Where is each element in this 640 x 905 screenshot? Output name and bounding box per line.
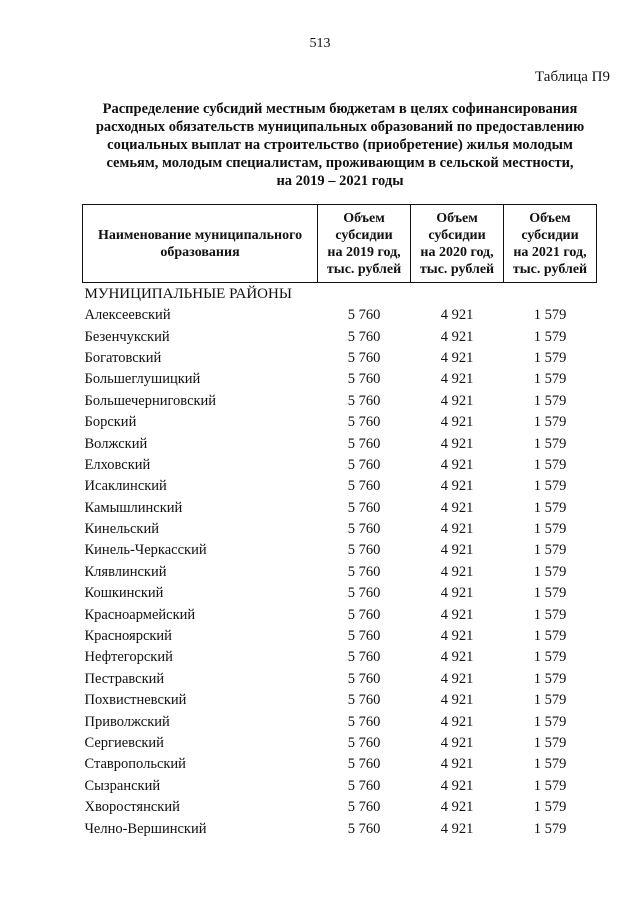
subsidy-2019-cell: 5 760	[347, 542, 381, 559]
table-header	[83, 205, 597, 283]
subsidy-2020-cell: 4 921	[440, 670, 474, 687]
subsidy-2021-cell: 1 579	[533, 307, 567, 324]
subsidy-2020-cell: 4 921	[440, 435, 474, 452]
municipality-name-cell: Сызранский	[84, 777, 161, 794]
header-line: на 2020 год,	[420, 244, 494, 260]
subsidy-2019-cell: 5 760	[347, 713, 381, 730]
subsidy-2019-cell: 5 760	[347, 499, 381, 516]
municipality-name-cell: Большеглушицкий	[84, 371, 201, 388]
subsidy-table	[82, 204, 597, 840]
table-row	[83, 754, 597, 775]
subsidy-2020-cell: 4 921	[440, 585, 474, 602]
subsidy-2021-cell: 1 579	[533, 478, 567, 495]
page-number: 513	[309, 36, 331, 51]
subsidy-2020-cell: 4 921	[440, 563, 474, 580]
title-line: расходных обязательств муниципальных образований по предоставлению	[95, 119, 585, 135]
subsidy-2021-cell: 1 579	[533, 542, 567, 559]
subsidy-2020-cell: 4 921	[440, 521, 474, 538]
subsidy-2019-cell: 5 760	[347, 456, 381, 473]
table-body	[83, 283, 597, 840]
subsidy-2021-cell: 1 579	[533, 692, 567, 709]
subsidy-2019-cell: 5 760	[347, 392, 381, 409]
header-2020	[411, 205, 504, 283]
table-row	[83, 519, 597, 540]
table-row	[83, 690, 597, 711]
municipality-name-cell: Исаклинский	[84, 478, 167, 495]
subsidy-2020-cell: 4 921	[440, 328, 474, 345]
header-line: на 2019 год,	[327, 244, 401, 260]
subsidy-2021-cell: 1 579	[533, 820, 567, 837]
subsidy-2020-cell: 4 921	[440, 713, 474, 730]
subsidy-2021-cell: 1 579	[533, 713, 567, 730]
subsidy-2020-cell: 4 921	[440, 542, 474, 559]
municipality-name-cell: Камышлинский	[84, 499, 183, 516]
subsidy-2021-cell: 1 579	[533, 735, 567, 751]
subsidy-2021-cell: 1 579	[533, 628, 567, 645]
subsidy-2021-cell: 1 579	[533, 371, 567, 388]
table-row	[83, 369, 597, 390]
table-row	[83, 818, 597, 839]
header-line: Объем	[436, 210, 478, 226]
header-line: Объем	[343, 210, 385, 226]
subsidy-2019-cell: 5 760	[347, 414, 381, 431]
subsidy-2021-cell: 1 579	[533, 799, 567, 816]
municipality-name-cell: Ставропольский	[84, 756, 186, 773]
subsidy-2020-cell: 4 921	[440, 478, 474, 495]
table-row	[83, 433, 597, 454]
subsidy-2019-cell: 5 760	[347, 628, 381, 645]
table-row	[83, 348, 597, 369]
table-row	[83, 540, 597, 561]
municipality-name-cell: Елховский	[84, 456, 151, 473]
title-line: социальных выплат на строительство (приобретение) жилья молодым	[107, 137, 573, 153]
subsidy-2021-cell: 1 579	[533, 521, 567, 538]
subsidy-2021-cell: 1 579	[533, 606, 567, 623]
subsidy-2019-cell: 5 760	[347, 521, 381, 538]
municipality-name-cell: Нефтегорский	[84, 649, 173, 666]
subsidy-2019-cell: 5 760	[347, 735, 381, 751]
subsidy-2019-cell: 5 760	[347, 670, 381, 687]
subsidy-2021-cell: 1 579	[533, 585, 567, 602]
table-row	[83, 604, 597, 625]
title-line: на 2019 – 2021 годы	[276, 173, 404, 189]
municipality-name-cell: Алексеевский	[84, 307, 171, 324]
table-row	[83, 797, 597, 818]
subsidy-2019-cell: 5 760	[347, 478, 381, 495]
subsidy-2021-cell: 1 579	[533, 349, 567, 366]
subsidy-2019-cell: 5 760	[347, 756, 381, 773]
subsidy-2020-cell: 4 921	[440, 777, 474, 794]
table-row	[83, 455, 597, 476]
municipality-name-cell: Приволжский	[84, 713, 170, 730]
header-line: на 2021 год,	[513, 244, 587, 260]
municipality-name-cell: Волжский	[84, 435, 148, 452]
header-line: тыс. рублей	[512, 261, 588, 277]
title-line: Распределение субсидий местным бюджетам в целях софинансирования	[102, 101, 578, 117]
subsidy-2021-cell: 1 579	[533, 392, 567, 409]
subsidy-2019-cell: 5 760	[347, 371, 381, 388]
header-line: образования	[160, 244, 240, 260]
subsidy-2019-cell: 5 760	[347, 777, 381, 794]
municipality-name-cell: Хворостянский	[84, 799, 180, 816]
header-line: субсидии	[335, 227, 393, 243]
subsidy-2021-cell: 1 579	[533, 756, 567, 773]
table-row	[83, 562, 597, 583]
municipality-name-cell: Похвистневский	[84, 692, 187, 709]
subsidy-2019-cell: 5 760	[347, 435, 381, 452]
header-row	[83, 205, 597, 283]
header-municipality	[83, 205, 318, 283]
table-row	[83, 412, 597, 433]
header-line: субсидии	[428, 227, 486, 243]
subsidy-2019-cell: 5 760	[347, 692, 381, 709]
section-row	[83, 283, 597, 306]
subsidy-2019-cell: 5 760	[347, 563, 381, 580]
subsidy-2020-cell: 4 921	[440, 456, 474, 473]
subsidy-2020-cell: 4 921	[440, 392, 474, 409]
table-row	[83, 776, 597, 797]
subsidy-2020-cell: 4 921	[440, 371, 474, 388]
subsidy-2020-cell: 4 921	[440, 349, 474, 366]
table-row	[83, 711, 597, 732]
municipality-name-cell: Кинель-Черкасский	[84, 542, 207, 559]
table-row	[83, 498, 597, 519]
subsidy-2021-cell: 1 579	[533, 563, 567, 580]
subsidy-2020-cell: 4 921	[440, 628, 474, 645]
header-2019	[318, 205, 411, 283]
municipality-name-cell: Безенчукский	[84, 328, 170, 345]
subsidy-2020-cell: 4 921	[440, 692, 474, 709]
document-title	[60, 100, 620, 190]
municipality-name-cell: Красноярский	[84, 628, 172, 645]
table-row	[83, 305, 597, 326]
subsidy-2019-cell: 5 760	[347, 649, 381, 666]
subsidy-2021-cell: 1 579	[533, 777, 567, 794]
header-line: Наименование муниципального	[97, 227, 303, 243]
subsidy-2020-cell: 4 921	[440, 307, 474, 324]
municipality-name-cell: Красноармейский	[84, 606, 196, 623]
subsidy-2019-cell: 5 760	[347, 799, 381, 816]
municipality-name-cell: Пестравский	[84, 670, 165, 687]
municipality-name-cell: Кинельский	[84, 521, 159, 538]
municipality-name-cell: Челно-Вершинский	[84, 820, 207, 837]
subsidy-2019-cell: 5 760	[347, 606, 381, 623]
table-row	[83, 669, 597, 690]
table-row	[83, 647, 597, 668]
subsidy-2020-cell: 4 921	[440, 820, 474, 837]
municipality-name-cell: Кошкинский	[84, 585, 164, 602]
municipality-name-cell: Сергиевский	[84, 735, 164, 751]
table-row	[83, 476, 597, 497]
subsidy-2020-cell: 4 921	[440, 414, 474, 431]
header-line: тыс. рублей	[326, 261, 402, 277]
title-line: семьям, молодым специалистам, проживающим в сельской местности,	[106, 155, 574, 171]
municipality-name-cell: Клявлинский	[84, 563, 167, 580]
header-line: субсидии	[521, 227, 579, 243]
subsidy-2021-cell: 1 579	[533, 435, 567, 452]
table-row	[83, 626, 597, 647]
table-row	[83, 326, 597, 347]
header-2021	[504, 205, 597, 283]
municipality-name-cell: Борский	[84, 414, 137, 431]
subsidy-2021-cell: 1 579	[533, 414, 567, 431]
municipality-name-cell: Богатовский	[84, 349, 162, 366]
municipality-name-cell: Большечерниговский	[84, 392, 217, 409]
subsidy-2020-cell: 4 921	[440, 735, 474, 751]
subsidy-2020-cell: 4 921	[440, 649, 474, 666]
table-row	[83, 391, 597, 412]
subsidy-2021-cell: 1 579	[533, 328, 567, 345]
subsidy-2021-cell: 1 579	[533, 499, 567, 516]
header-line: Объем	[529, 210, 571, 226]
header-line: тыс. рублей	[419, 261, 495, 277]
subsidy-2019-cell: 5 760	[347, 328, 381, 345]
section-title: МУНИЦИПАЛЬНЫЕ РАЙОНЫ	[84, 285, 292, 302]
subsidy-2019-cell: 5 760	[347, 349, 381, 366]
table-label: Таблица П9	[535, 69, 610, 85]
subsidy-2021-cell: 1 579	[533, 670, 567, 687]
subsidy-2019-cell: 5 760	[347, 585, 381, 602]
subsidy-2020-cell: 4 921	[440, 756, 474, 773]
table-row	[83, 733, 597, 754]
table-row	[83, 583, 597, 604]
subsidy-2020-cell: 4 921	[440, 606, 474, 623]
subsidy-2019-cell: 5 760	[347, 307, 381, 324]
subsidy-2020-cell: 4 921	[440, 799, 474, 816]
subsidy-2021-cell: 1 579	[533, 649, 567, 666]
subsidy-2020-cell: 4 921	[440, 499, 474, 516]
subsidy-2021-cell: 1 579	[533, 456, 567, 473]
subsidy-2019-cell: 5 760	[347, 820, 381, 837]
